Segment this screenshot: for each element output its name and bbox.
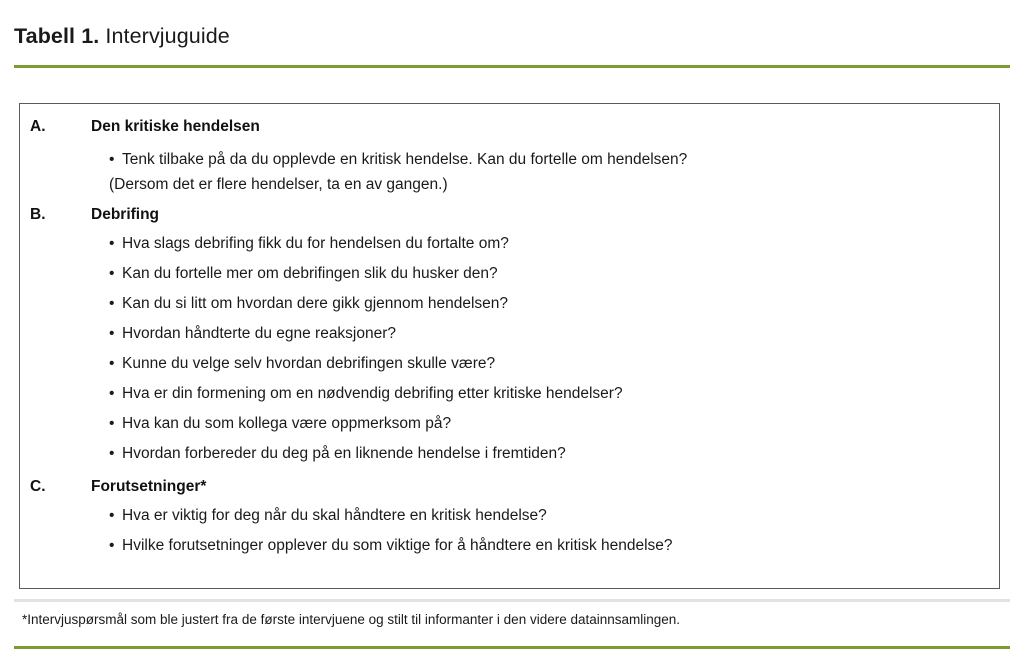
bullet-icon: • xyxy=(109,295,115,312)
list-item-continuation: (Dersom det er flere hendelser, ta en av gangen.) xyxy=(109,176,448,193)
section-letter-a: A. xyxy=(30,118,46,135)
bullet-icon: • xyxy=(109,265,115,282)
table-caption-label: Tabell 1. xyxy=(14,24,100,48)
caption-rule-bottom xyxy=(14,646,1010,649)
list-item xyxy=(20,409,999,439)
list-item xyxy=(20,147,999,173)
list-item xyxy=(20,349,999,379)
section-letter-b: B. xyxy=(30,206,46,223)
list-item-text: Kunne du velge selv hvordan debrifingen skulle være? xyxy=(122,355,496,372)
section-title-b: Debrifing xyxy=(91,206,160,223)
section-title-a: Den kritiske hendelsen xyxy=(91,118,260,135)
list-item-text: Hva er viktig for deg når du skal håndtere en kritisk hendelse? xyxy=(122,507,547,524)
bullet-icon: • xyxy=(109,385,115,402)
table-caption-text: Intervjuguide xyxy=(105,24,230,48)
section-title-c: Forutsetninger* xyxy=(91,478,207,495)
bullet-icon: • xyxy=(109,445,115,462)
footnote-rule xyxy=(14,599,1010,602)
bullet-icon: • xyxy=(109,355,115,372)
table-body xyxy=(20,104,999,561)
section-row-c xyxy=(20,473,999,501)
list-item-text: Hvordan håndterte du egne reaksjoner? xyxy=(122,325,397,342)
list-item xyxy=(20,319,999,349)
table-footnote: *Intervjuspørsmål som ble justert fra de første intervjuene og stilt til informanter i den videre datainnsamlingen. xyxy=(22,612,681,627)
list-item-text: Hva er din formening om en nødvendig debrifing etter kritiske hendelser? xyxy=(122,385,623,402)
bullet-icon: • xyxy=(109,235,115,252)
list-item xyxy=(20,531,999,561)
list-item xyxy=(20,439,999,469)
list-item xyxy=(20,289,999,319)
section-row-a xyxy=(20,113,999,141)
list-item xyxy=(20,501,999,531)
section-row-b xyxy=(20,201,999,229)
bullet-icon: • xyxy=(109,415,115,432)
list-item-text: Kan du fortelle mer om debrifingen slik du husker den? xyxy=(122,265,498,282)
list-item xyxy=(20,259,999,289)
list-item-text: Hva slags debrifing fikk du for hendelsen du fortalte om? xyxy=(122,235,509,252)
list-item xyxy=(20,379,999,409)
list-item-text: Kan du si litt om hvordan dere gikk gjennom hendelsen? xyxy=(122,295,509,312)
bullet-icon: • xyxy=(109,507,115,524)
interview-guide-table xyxy=(19,103,1000,589)
section-letter-c: C. xyxy=(30,478,46,495)
list-item-text: Hvilke forutsetninger opplever du som viktige for å håndtere en kritisk hendelse? xyxy=(122,537,673,554)
list-item-text: Hva kan du som kollega være oppmerksom på? xyxy=(122,415,452,432)
bullet-icon: • xyxy=(109,537,115,554)
list-item xyxy=(20,229,999,259)
list-item-text: Tenk tilbake på da du opplevde en kritisk hendelse. Kan du fortelle om hendelsen? xyxy=(122,151,688,168)
bullet-icon: • xyxy=(109,325,115,342)
list-item-text: Hvordan forbereder du deg på en liknende hendelse i fremtiden? xyxy=(122,445,566,462)
table-caption xyxy=(14,22,230,50)
bullet-icon: • xyxy=(109,151,115,168)
caption-rule-top xyxy=(14,65,1010,68)
